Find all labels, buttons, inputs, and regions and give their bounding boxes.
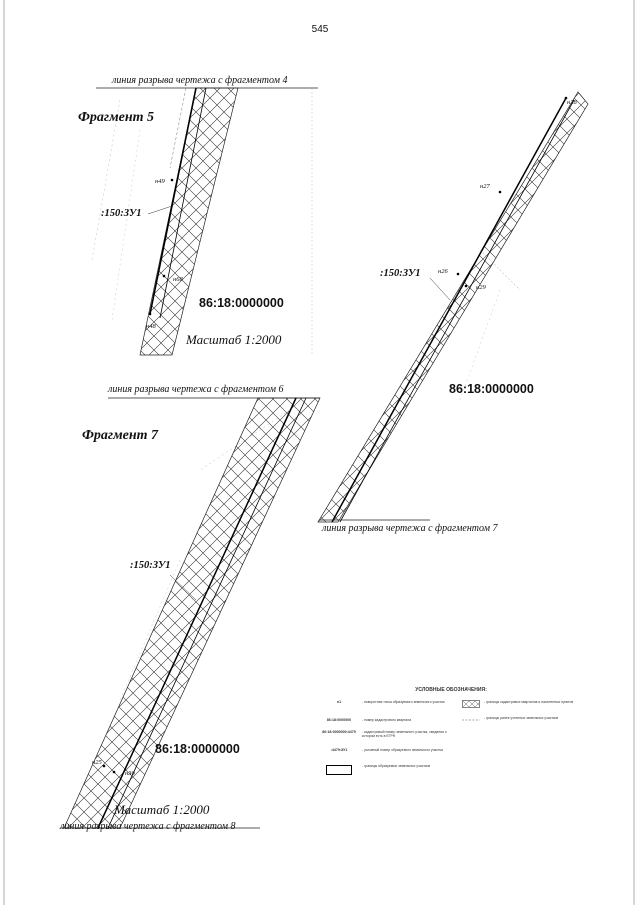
fragment5-cut-label: линия разрыва чертежа с фрагментом 4 (112, 75, 288, 86)
fragment6-point-n29: н29 (476, 284, 486, 291)
legend-point-text: - поворотная точка образуемого земельного участка (362, 700, 445, 704)
fragment6-boundary-main (332, 98, 566, 522)
fragment5-cadastral-quarter: 86:18:0000000 (199, 296, 284, 310)
fragment7-cadastral-quarter: 86:18:0000000 (155, 742, 240, 756)
fragment5-scale: Масштаб 1:2000 (186, 332, 282, 347)
fragment7-hatched-strip (64, 398, 320, 828)
legend-conditional-text: - условный номер образуемого земельного участка (362, 748, 443, 752)
legend-cadastral-text: - кадастровый номер земельного участка, сведения о котором есть в ЕГРН (362, 730, 447, 738)
fragment5-point-n68: н68 (173, 276, 183, 283)
fragment7-scale: Масштаб 1:2000 (114, 802, 210, 817)
legend-item-conditional (322, 748, 457, 760)
fragment7-point-n25: н25 (92, 759, 102, 766)
fragment6-map (318, 92, 588, 522)
fragment5-point-n48: н48 (146, 323, 156, 330)
legend-hatch-symbol (462, 700, 480, 708)
fragment6-point-n27: н27 (480, 183, 490, 190)
fragment7-boundary-main (98, 398, 296, 828)
fragment7-title: Фрагмент 7 (82, 428, 159, 443)
legend-dashed-symbol (462, 716, 480, 724)
legend-quarter-boundary-text: - границы кадастровых кварталов и населенных пунктов (484, 700, 574, 704)
page-number: 545 (311, 24, 329, 35)
fragment5-parcel-leader (148, 206, 172, 214)
fragment6-cut-label: линия разрыва чертежа с фрагментом 7 (322, 523, 498, 534)
legend-boundary-symbol (326, 765, 352, 775)
fragment5-parcel-label: :150:ЗУ1 (101, 208, 142, 219)
legend-title: УСЛОВНЫЕ ОБОЗНАЧЕНИЯ: (415, 687, 487, 693)
fragment5-hatched-strip (140, 88, 238, 355)
fragment5-point-n49: н49 (155, 178, 165, 185)
fragment7-cut-label-top: линия разрыва чертежа с фрагментом 6 (108, 384, 284, 395)
legend-item-quarter-boundary (322, 700, 580, 712)
fragment6-point-n28: н28 (567, 99, 577, 106)
fragment5-title: Фрагмент 5 (78, 110, 155, 125)
legend-item-cadastral (322, 730, 457, 742)
fragment7-point-n30: н30 (125, 770, 135, 777)
legend-point-symbol: н1 (336, 700, 342, 704)
fragment6-parcel-label: :150:ЗУ1 (380, 268, 421, 279)
legend-registered-text: - границы ранее учтенных земельных участков (484, 716, 559, 720)
legend-boundary-text: - границы образуемых земельных участков (362, 764, 431, 768)
fragment6-point-n26: н26 (438, 268, 448, 275)
legend-item-boundary (322, 764, 457, 778)
fragment7-parcel-label: :150:ЗУ1 (130, 560, 171, 571)
fragment6-parcel-leader (430, 278, 450, 300)
legend-quarter-text: - номер кадастрового квартала (362, 718, 412, 722)
fragment6-hatched-strip (318, 92, 588, 522)
legend-quarter-symbol: 86:18:0000000 (326, 718, 352, 722)
fragment7-cut-label-bottom: линия разрыва чертежа с фрагментом 8 (60, 821, 236, 832)
fragment6-cadastral-quarter: 86:18:0000000 (449, 382, 534, 396)
legend-conditional-symbol: :4479:ЗУ1 (330, 748, 348, 752)
legend (322, 688, 580, 784)
legend-item-registered (322, 716, 580, 728)
legend-cadastral-symbol: 86:18:0000000:4479 (322, 730, 356, 734)
fragment5-map (92, 88, 318, 355)
